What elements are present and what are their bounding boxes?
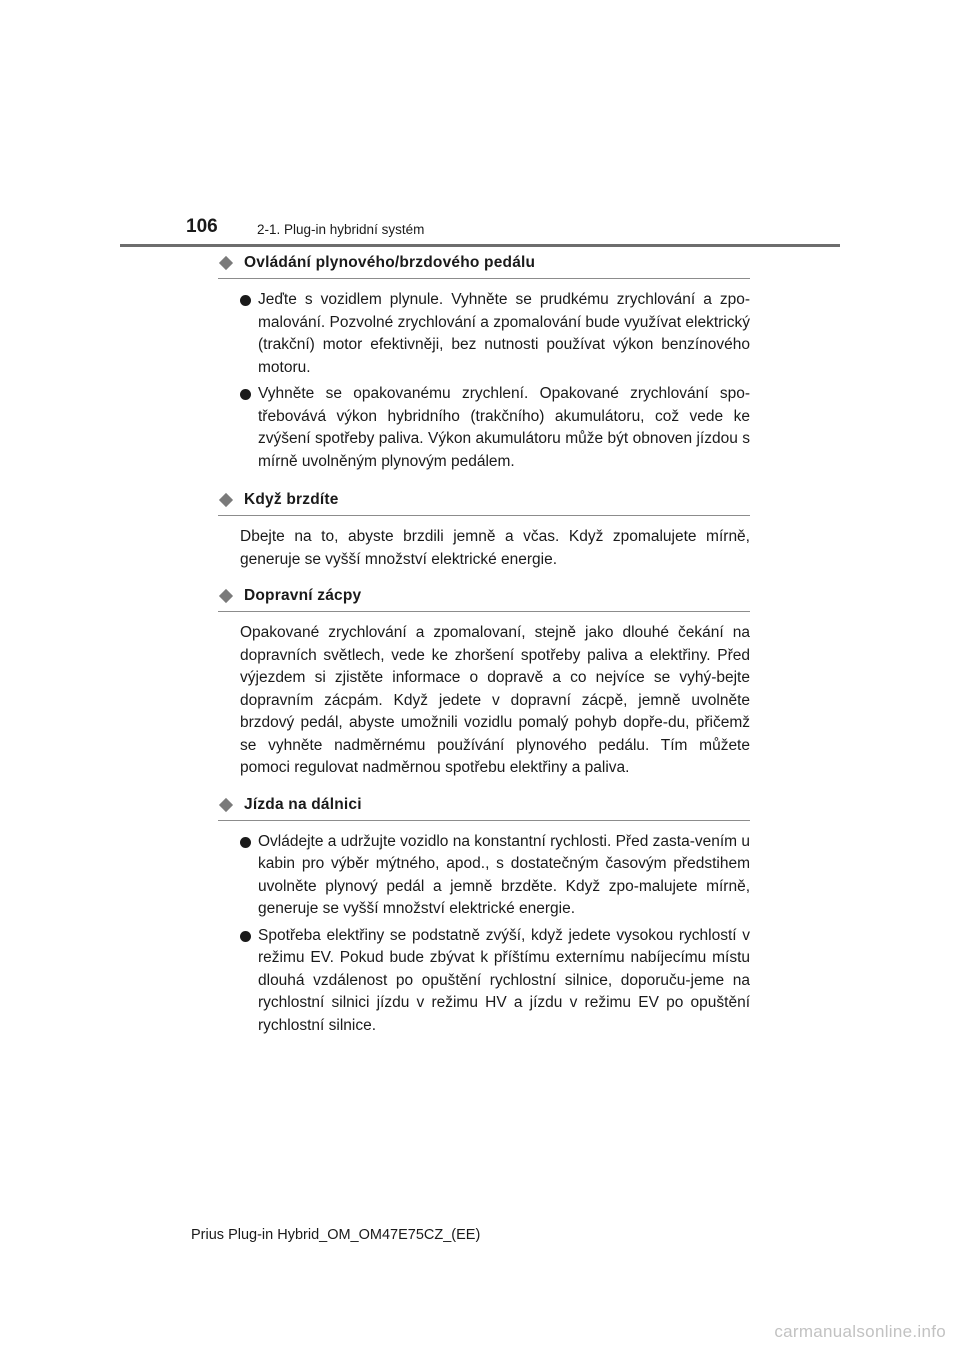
section-pedal-control bbox=[218, 252, 750, 473]
watermark[interactable]: carmanualsonline.info bbox=[774, 1322, 946, 1341]
diamond-bullet-icon bbox=[219, 256, 233, 270]
bullet-dot-icon bbox=[240, 837, 251, 848]
section-paragraph: Opakované zrychlování a zpomalovaní, stejně jako dlouhé čekání na dopravních světlech, vede ke zhoršení spotřeby paliva a elektřiny. Před výjezdem si zjistěte informace o dopravě a co nejvíce se vyhý-bejte dopravním zácpám. Když jedete v dopravní zácpě, jemně uvolněte brzdový pedál, abyste umožnili vozidlu pomalý pohyb dopře-du, přičemž se vyhněte nadměrnému používání plynového pedálu. Tím můžete pomoci regulovat nadměrnou spotřebu elektřiny a paliva. bbox=[240, 624, 750, 776]
bullet-text: Vyhněte se opakovanému zrychlení. Opakované zrychlování spo-třebovává výkon hybridního (trakčního) akumulátoru, což vede ke zvýšení spotřeby paliva. Výkon akumulátoru může být obnoven jízdou s mírně uvolněným plynovým pedálem. bbox=[258, 385, 750, 470]
section-highway-driving bbox=[218, 794, 750, 1038]
diamond-bullet-icon bbox=[219, 589, 233, 603]
section-paragraph: Dbejte na to, abyste brzdili jemně a včas. Když zpomalujete mírně, generuje se vyšší množství elektrické energie. bbox=[240, 528, 750, 568]
list-item bbox=[218, 383, 750, 473]
section-heading bbox=[218, 585, 750, 612]
page-content bbox=[0, 252, 960, 1041]
page-number: 106 bbox=[186, 216, 218, 237]
section-traffic-jams bbox=[218, 585, 750, 780]
diamond-bullet-icon bbox=[219, 493, 233, 507]
section-heading bbox=[218, 252, 750, 279]
section-heading-text: Ovládání plynového/brzdového pedálu bbox=[244, 254, 536, 271]
list-item bbox=[218, 289, 750, 379]
header-rule bbox=[120, 244, 840, 247]
bullet-dot-icon bbox=[240, 931, 251, 942]
section-heading-text: Když brzdíte bbox=[244, 491, 339, 508]
section-heading bbox=[218, 794, 750, 821]
diamond-bullet-icon bbox=[219, 797, 233, 811]
bullet-text: Jeďte s vozidlem plynule. Vyhněte se prudkému zrychlování a zpo-malování. Pozvolné zrychlování a zpomalování bude využívat elektrický (trakční) motor efektivněji, bez nutnosti používat výkon benzínového motoru. bbox=[258, 291, 750, 376]
bullet-list bbox=[218, 289, 750, 473]
footer-document-id: Prius Plug-in Hybrid_OM_OM47E75CZ_(EE) bbox=[191, 1227, 481, 1243]
list-item bbox=[218, 831, 750, 921]
section-heading-text: Jízda na dálnici bbox=[244, 795, 362, 813]
running-head: 2-1. Plug-in hybridní systém bbox=[257, 222, 425, 237]
section-heading bbox=[218, 489, 750, 516]
bullet-dot-icon bbox=[240, 389, 251, 400]
bullet-list bbox=[218, 831, 750, 1038]
section-braking bbox=[218, 489, 750, 571]
bullet-text: Ovládejte a udržujte vozidlo na konstantní rychlosti. Před zasta-vením u kabin pro výběr mýtného, apod., s dostatečným časovým předstihem uvolněte plynový pedál a jemně brzděte. Když zpo-malujete mírně, generuje se vyšší množství elektrické energie. bbox=[258, 832, 750, 917]
list-item bbox=[218, 925, 750, 1038]
bullet-dot-icon bbox=[240, 295, 251, 306]
section-heading-text: Dopravní zácpy bbox=[244, 587, 362, 604]
bullet-text: Spotřeba elektřiny se podstatně zvýší, když jedete vysokou rychlostí v režimu EV. Pokud bude zbývat k příštímu externímu nabíjecímu místu dlouhá vzdálenost po opuštění rychlostní silnice, doporuču-jeme na rychlostní silnici jízdu v režimu HV a jízdu v režimu EV po opuštění rychlostní silnice. bbox=[258, 926, 750, 1034]
